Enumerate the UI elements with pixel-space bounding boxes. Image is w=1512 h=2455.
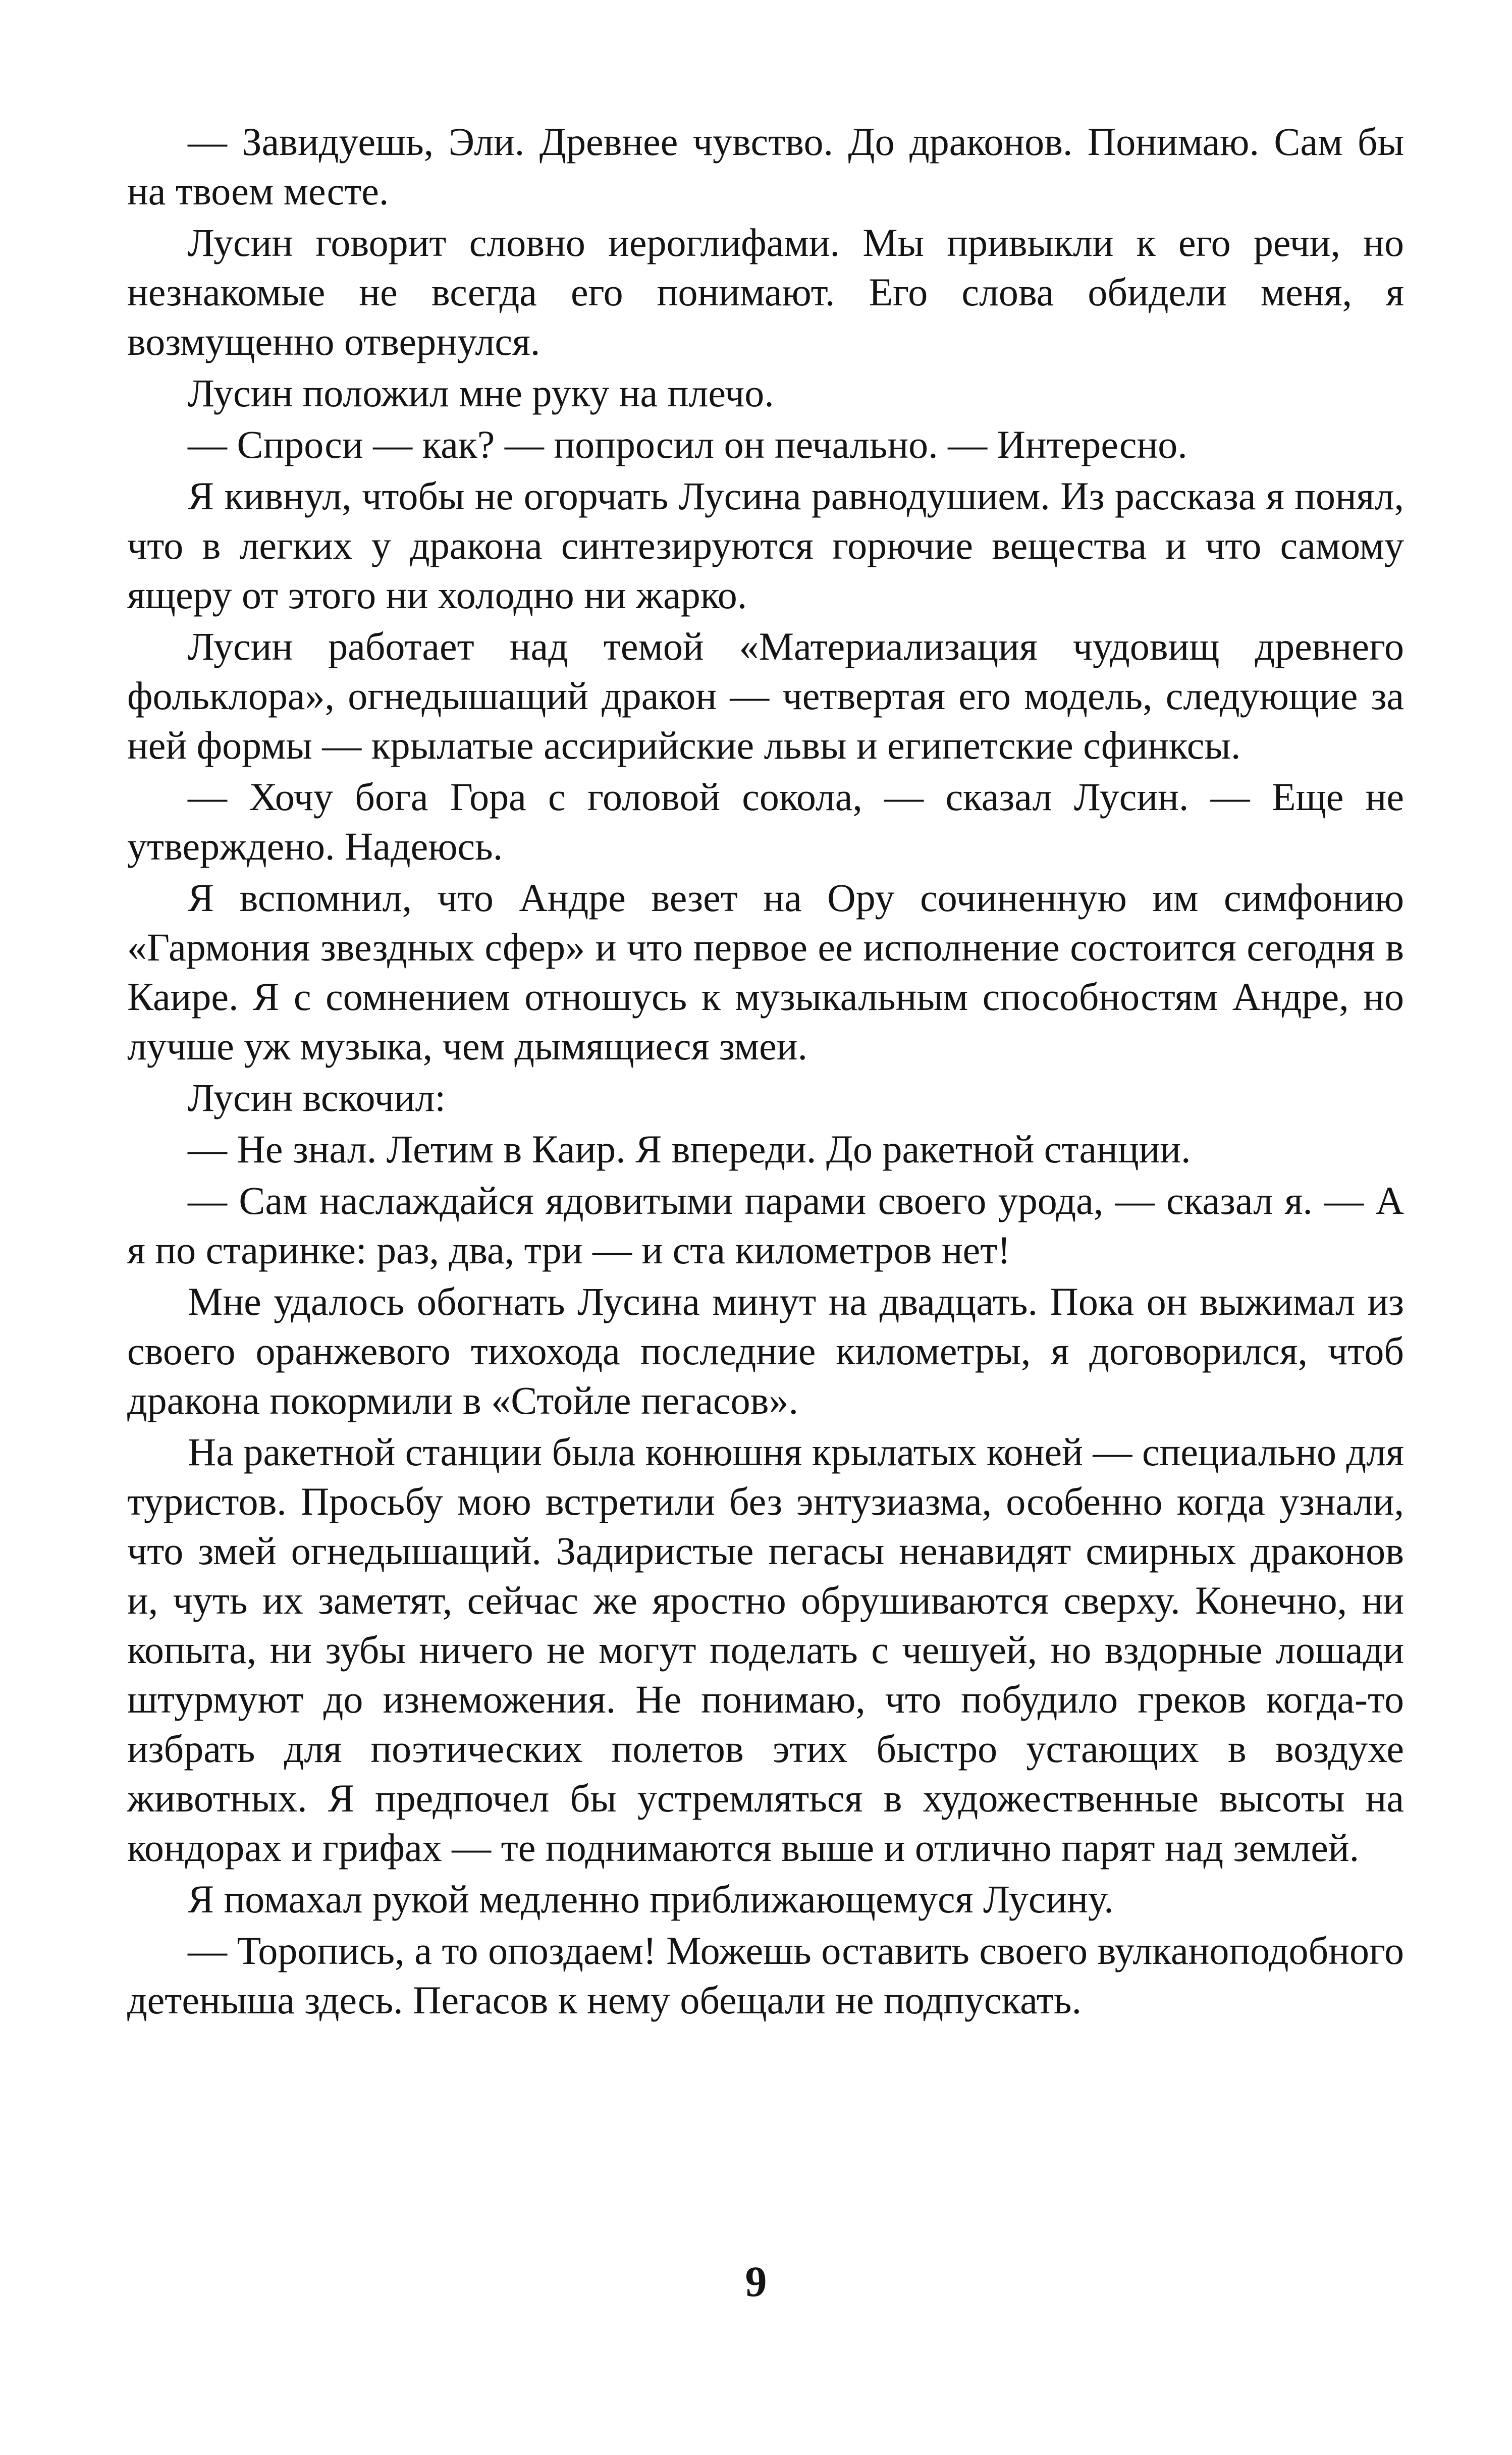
page-body-text bbox=[127, 117, 1404, 2027]
paragraph: — Завидуешь, Эли. Древнее чувство. До драконов. Понимаю. Сам бы на твоем месте. bbox=[127, 120, 1404, 213]
paragraph: Лусин вскочил: bbox=[188, 1076, 446, 1119]
paragraph: — Торопись, а то опоздаем! Можешь оставить своего вулканоподобного детеныша здесь. Пегасов к нему обещали не подпускать. bbox=[127, 1929, 1404, 2022]
paragraph: — Спроси — как? — попросил он печально. — Интересно. bbox=[188, 422, 1187, 466]
paragraph: Лусин работает над темой «Материализация чудовищ древнего фольклора», огнедышащий дракон — четвертая его модель, следующие за ней формы — крылатые ассирийские львы и египетские сфинксы. bbox=[127, 624, 1404, 767]
paragraph: — Хочу бога Гора с головой сокола, — сказал Лусин. — Еще не утверждено. Надеюсь. bbox=[127, 775, 1404, 868]
paragraph: Я помахал рукой медленно приближающемуся Лусину. bbox=[188, 1877, 1114, 1921]
paragraph: Я кивнул, чтобы не огорчать Лусина равнодушием. Из рассказа я понял, что в легких у дракона синтезируются горючие вещества и что самому ящеру от этого ни холодно ни жарко. bbox=[127, 474, 1404, 617]
paragraph: Лусин положил мне руку на плечо. bbox=[188, 371, 774, 415]
paragraph: Лусин говорит словно иероглифами. Мы привыкли к его речи, но незнакомые не всегда его понимают. Его слова обидели меня, я возмущенно отвернулся. bbox=[127, 221, 1404, 363]
paragraph: Я вспомнил, что Андре везет на Ору сочиненную им симфонию «Гармония звездных сфер» и что первое ее исполнение состоится сегодня в Каире. Я с сомнением отношусь к музыкальным способностям Андре, но лучше уж музыка, чем дымящиеся змеи. bbox=[127, 876, 1404, 1068]
paragraph: — Сам наслаждайся ядовитыми парами своего урода, — сказал я. — А я по старинке: раз, два, три — и ста километров нет! bbox=[127, 1179, 1404, 1272]
paragraph: Мне удалось обогнать Лусина минут на двадцать. Пока он выжимал из своего оранжевого тихохода последние километры, я договорился, чтоб дракона покормили в «Стойле пегасов». bbox=[127, 1279, 1404, 1422]
paragraph: — Не знал. Летим в Каир. Я впереди. До ракетной станции. bbox=[188, 1127, 1191, 1171]
page-number: 9 bbox=[745, 2257, 767, 2306]
paragraph: На ракетной станции была конюшня крылатых коней — специально для туристов. Просьбу мою встретили без энтузиазма, особенно когда узнали, что змей огнедышащий. Задиристые пегасы ненавидят смирных драконов и, чуть их заметят, сейчас же яростно обрушиваются сверху. Конечно, ни копыта, ни зубы ничего не могут поделать с чешуей, но вздорные лошади штурмуют до изнеможения. Не понимаю, что побудило греков когда-то избрать для поэтических полетов этих быстро устающих в воздухе животных. Я предпочел бы устремляться в художественные высоты на кондорах и грифах — те поднимаются выше и отлично парят над землей. bbox=[127, 1430, 1404, 1870]
